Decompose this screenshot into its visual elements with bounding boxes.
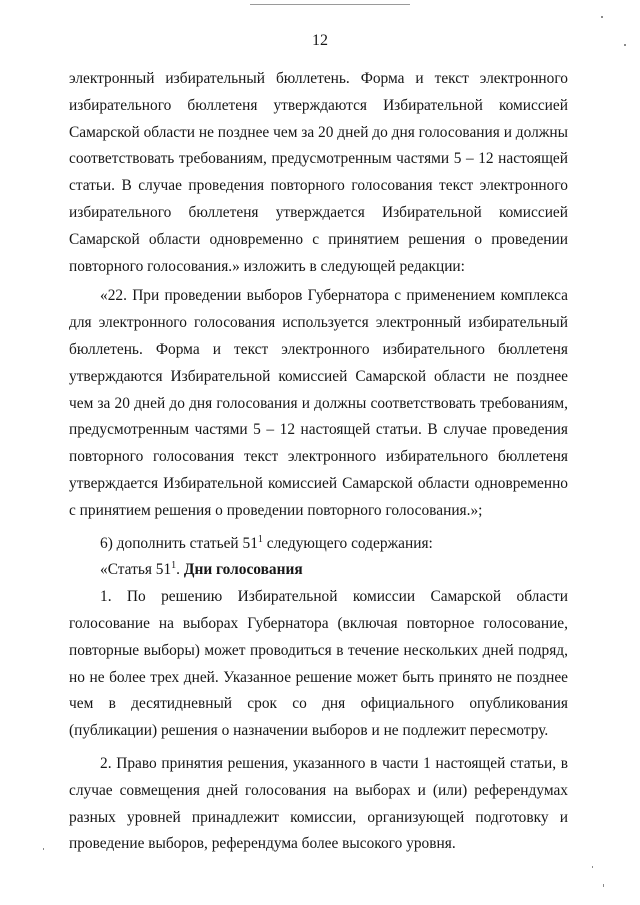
paragraph-part-2: 2. Право принятия решения, указанного в части 1 настоящей статьи, в случае совмещения дней голосования на выборах и (или) референдумах разных уровней принадлежит комиссии, организующей подготовку и проведение выборов, референдума более высокого уровня.	[69, 754, 568, 853]
amendment-6-text-end: следующего содержания:	[262, 534, 433, 552]
article-heading	[69, 557, 568, 584]
paragraph-amendment-6	[69, 531, 568, 558]
scan-speck	[601, 16, 603, 18]
superscript: 1	[257, 533, 263, 545]
paragraph-clause-22: «22. При проведении выборов Губернатора с применением комплекса для электронного голосования используется электронный избирательный бюллетень. Форма и текст электронного избирательного бюллетеня утверждаются Избирательной комиссией Самарской области не позднее чем за 20 дней до дня голосования и должны соответствовать требованиям, предусмотренным частями 5 – 12 настоящей статьи. В случае проведения повторного голосования текст электронного избирательного бюллетеня утверждается Избирательной комиссией Самарской области одновременно с принятием решения о проведении повторного голосования.»;	[69, 287, 568, 519]
article-title: Дни голосования	[183, 561, 303, 579]
page-number: 12	[312, 32, 328, 49]
superscript: 1	[171, 560, 177, 572]
paragraph-part-1: 1. По решению Избирательной комиссии Самарской области голосование на выборах Губернатора (включая повторное голосование, повторные выборы) может проводиться в течение нескольких дней подряд, но не более трех дней. Указанное решение может быть принято не позднее чем в десятидневный срок со дня официального опубликования (публикации) решения о назначении выборов и не подлежит пересмотру.	[69, 588, 568, 740]
scan-speck	[603, 884, 604, 887]
scan-speck	[592, 866, 593, 868]
document-body	[69, 66, 568, 858]
scan-speck	[624, 44, 626, 46]
paragraph-continuation: электронный избирательный бюллетень. Форма и текст электронного избирательного бюллетеня утверждаются Избирательной комиссией Самарской области не позднее чем за 20 дней до дня голосования и должны соответствовать требованиям, предусмотренным частями 5 – 12 настоящей статьи. В случае проведения повторного голосования текст электронного избирательного бюллетеня утверждается Избирательной комиссией Самарской области одновременно с принятием решения о проведении повторного голосования.» изложить в следующей редакции:	[69, 70, 568, 275]
article-number-dot: .	[176, 561, 184, 579]
scan-speck	[43, 848, 44, 850]
page-edge-line	[250, 4, 410, 5]
article-number: «Статья 51	[100, 561, 172, 579]
amendment-6-text: 6) дополнить статьей 51	[100, 534, 258, 552]
